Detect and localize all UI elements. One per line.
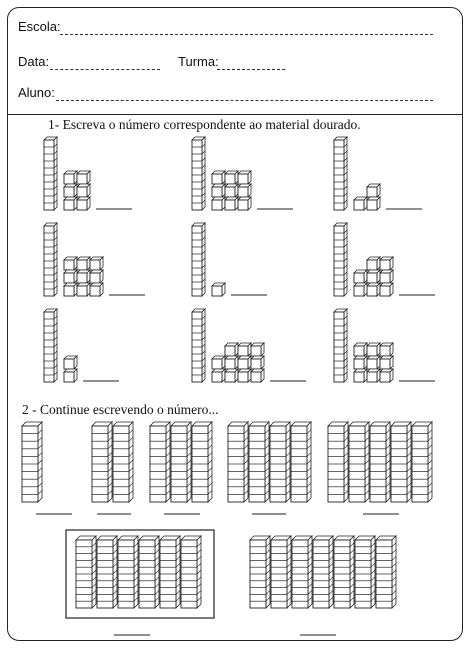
section1-title: 1- Escreva o número correspondente ao material dourado. [48, 117, 361, 132]
unit-cube [212, 197, 225, 210]
ten-rod [249, 422, 269, 502]
unit-cube [354, 343, 367, 356]
unit-cube [212, 356, 225, 369]
unit-cube [238, 184, 251, 197]
ten-rod [334, 223, 347, 296]
student-label: Aluno: [18, 85, 55, 100]
unit-cube [238, 171, 251, 184]
unit-cube [354, 197, 367, 210]
unit-cube [380, 343, 393, 356]
school-label: Escola: [18, 19, 61, 34]
unit-cube [212, 283, 225, 296]
ten-rod [150, 422, 170, 502]
unit-cube [212, 184, 225, 197]
unit-cube [225, 343, 238, 356]
unit-cube [64, 171, 77, 184]
ten-rod [250, 536, 270, 608]
unit-cube [251, 369, 264, 382]
unit-cube [380, 270, 393, 283]
ten-rod [118, 536, 138, 608]
unit-cube [367, 343, 380, 356]
ten-rod [181, 536, 201, 608]
unit-cube [367, 369, 380, 382]
unit-cube [64, 257, 77, 270]
unit-cube [77, 171, 90, 184]
unit-cube [90, 270, 103, 283]
ten-rod [160, 536, 180, 608]
ten-rod [334, 137, 347, 210]
ten-rod [97, 536, 117, 608]
ten-rod [355, 536, 375, 608]
unit-cube [354, 270, 367, 283]
ten-rod [228, 422, 248, 502]
ten-rod [92, 422, 112, 502]
unit-cube [380, 356, 393, 369]
unit-cube [238, 356, 251, 369]
ten-rod [391, 422, 411, 502]
unit-cube [354, 283, 367, 296]
unit-cube [212, 171, 225, 184]
unit-cube [367, 356, 380, 369]
unit-cube [225, 197, 238, 210]
unit-cube [238, 369, 251, 382]
ten-rod [192, 309, 205, 382]
unit-cube [77, 283, 90, 296]
ten-rod [44, 137, 57, 210]
ten-rod [139, 536, 159, 608]
ten-rod [76, 536, 96, 608]
ten-rod [291, 422, 311, 502]
unit-cube [354, 356, 367, 369]
unit-cube [77, 184, 90, 197]
ten-rod [334, 309, 347, 382]
section2-title: 2 - Continue escrevendo o número... [22, 402, 219, 417]
ten-rod [376, 536, 396, 608]
ten-rod [412, 422, 432, 502]
ten-rod [192, 223, 205, 296]
ten-rod [44, 309, 57, 382]
ten-rod [370, 422, 390, 502]
ten-rod [192, 137, 205, 210]
unit-cube [64, 270, 77, 283]
ten-rod [313, 536, 333, 608]
unit-cube [90, 283, 103, 296]
unit-cube [64, 184, 77, 197]
ten-rod [349, 422, 369, 502]
unit-cube [367, 184, 380, 197]
class-label: Turma: [178, 54, 219, 69]
unit-cube [367, 283, 380, 296]
unit-cube [77, 197, 90, 210]
unit-cube [380, 369, 393, 382]
unit-cube [64, 369, 77, 382]
unit-cube [225, 369, 238, 382]
unit-cube [238, 197, 251, 210]
unit-cube [354, 369, 367, 382]
ten-rod [113, 422, 133, 502]
unit-cube [77, 257, 90, 270]
ten-rod [270, 422, 290, 502]
unit-cube [90, 257, 103, 270]
unit-cube [380, 257, 393, 270]
ten-rod [334, 536, 354, 608]
date-label: Data: [18, 54, 50, 69]
ten-rod [44, 223, 57, 296]
ten-rod [292, 536, 312, 608]
unit-cube [64, 356, 77, 369]
unit-cube [367, 197, 380, 210]
unit-cube [251, 356, 264, 369]
unit-cube [225, 184, 238, 197]
ten-rod [171, 422, 191, 502]
ten-rod [271, 536, 291, 608]
ten-rod [328, 422, 348, 502]
unit-cube [238, 343, 251, 356]
ten-rod [22, 422, 42, 502]
unit-cube [64, 197, 77, 210]
unit-cube [380, 283, 393, 296]
unit-cube [251, 343, 264, 356]
unit-cube [225, 171, 238, 184]
unit-cube [212, 369, 225, 382]
unit-cube [225, 356, 238, 369]
unit-cube [77, 270, 90, 283]
unit-cube [367, 257, 380, 270]
unit-cube [64, 283, 77, 296]
ten-rod [192, 422, 212, 502]
unit-cube [367, 270, 380, 283]
